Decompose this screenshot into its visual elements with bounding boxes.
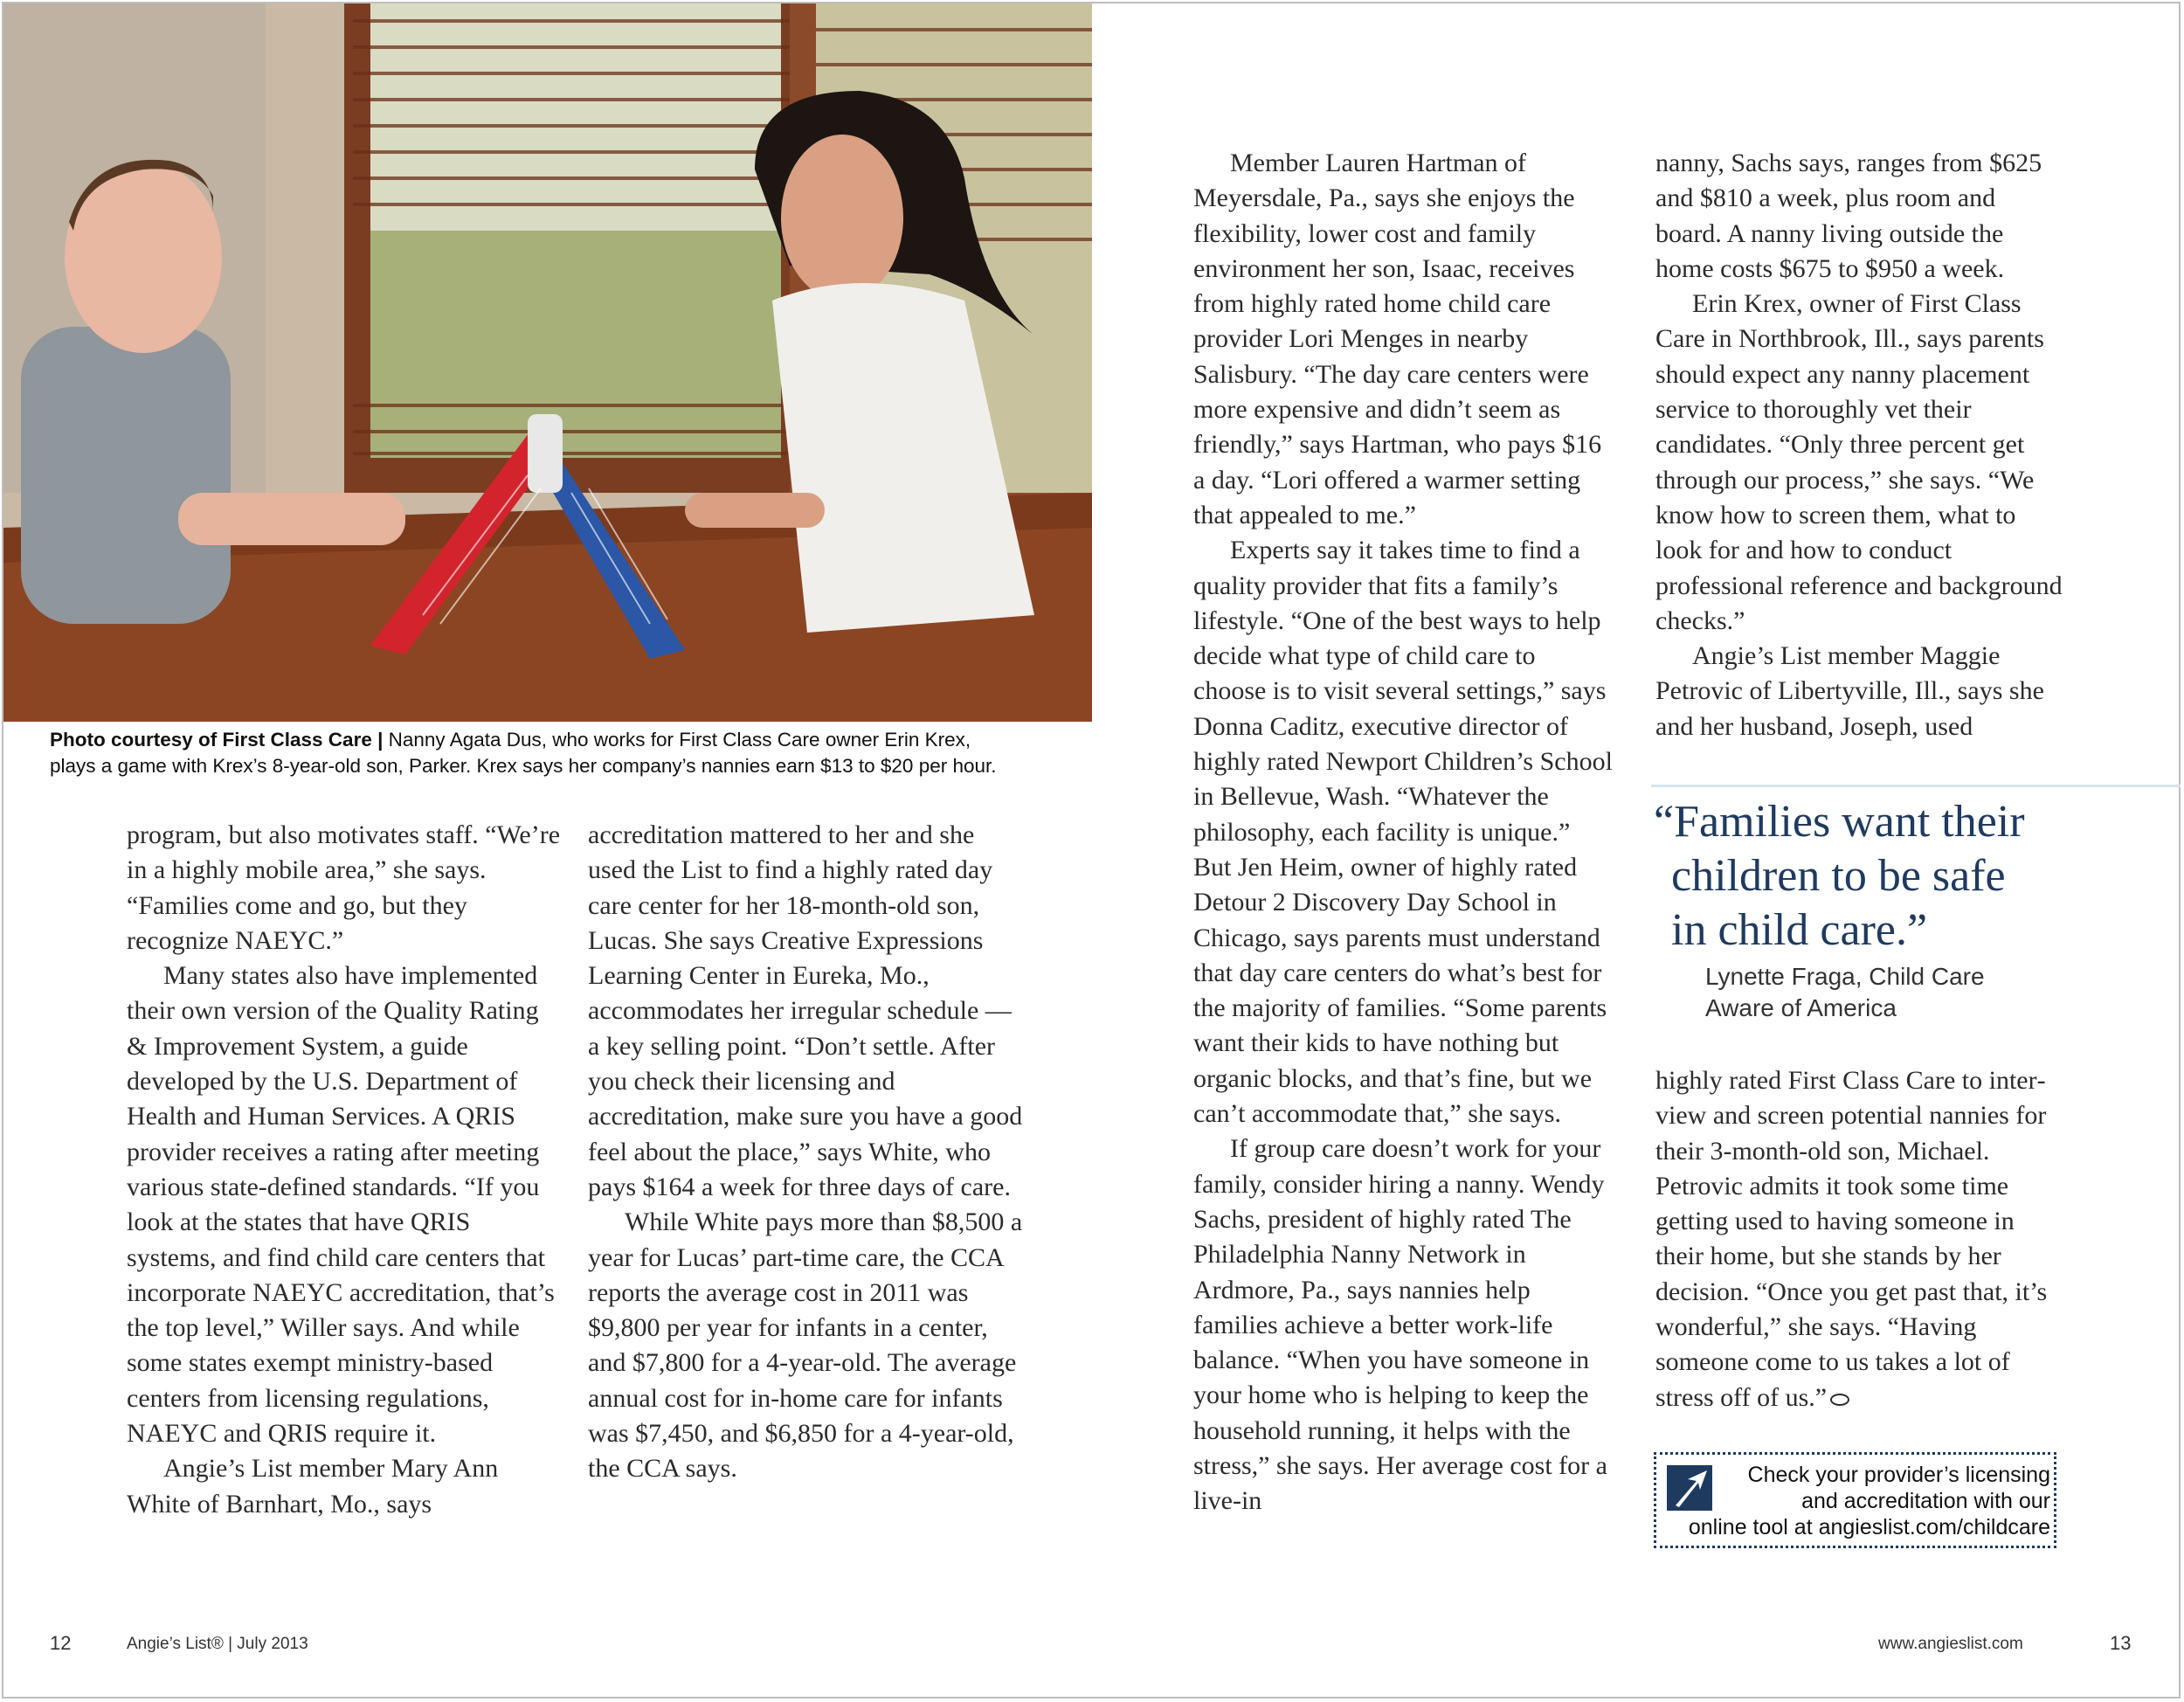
body-column-4-bottom [1655, 1063, 2066, 1415]
paragraph-text: highly rated First Class Care to interview and screen potential nannies for their 3-month-old son, Michael. Petrovic admits it took some time getting used to having someone in their home, but she stands by her decision. “Once you get past that, it’s wonderful,” she says. “Having someone come to us takes a lot of stress off of us.” [1655, 1066, 2048, 1412]
paragraph: Erin Krex, owner of First Class Care in Northbrook, Ill., says parents should expect any nanny placement service to thoroughly vet their candidates. “Only three percent get through our process,” she says. “We know how to screen them, what to look for and how to conduct professional reference and background checks.” [1655, 289, 2063, 635]
right-page-number: 13 [2110, 1632, 2132, 1654]
body-column-4-top [1655, 146, 2066, 744]
paragraph: Member Lauren Hartman of Meyersdale, Pa., says she enjoys the flexibility, lower cost and family environment her son, Isaac, receives from highly rated home child care provider Lori Menges in nearby Salisbury. “The day care centers were more expensive and didn’t seem as friendly,” says Hartman, who pays $16 a day. “Lori offered a warmer setting that appealed to me.” [1193, 149, 1602, 529]
pullquote [1654, 795, 2143, 958]
callout-line-1: Check your provider’s licensing [1747, 1463, 2050, 1487]
caption-line2: plays a game with Krex’s 8-year-old son, Parker. Krex says her company’s nannies earn $13 to $20 per hour. [50, 755, 997, 777]
pullquote-attribution [1705, 961, 2072, 1024]
paragraph: Many states also have implemented their own version of the Quality Rating & Improvement System, a guide developed by the U.S. Department of Health and Human Services. A QRIS provider receives a rating after meeting various state-defined standards. “If you look at the states that have QRIS systems, and find child care centers that incorporate NAEYC accreditation, that’s the top level,” Willer says. And while some states exempt ministry-based centers from licensing regulations, NAEYC and QRIS require it. [127, 961, 555, 1449]
pullquote-line-3: in child care.” [1671, 905, 1928, 955]
attribution-line-2: Aware of America [1705, 994, 1897, 1021]
attribution-line-1: Lynette Fraga, Child Care [1705, 963, 1985, 990]
paragraph: Angie’s List member Maggie Petrovic of Libertyville, Ill., says she and her husband, Joseph, used [1655, 641, 2044, 741]
callout-line-3[interactable]: online tool at angieslist.com/childcare [1688, 1515, 2050, 1539]
body-column-3 [1193, 146, 1613, 1519]
paragraph: Experts say it takes time to find a quality provider that fits a family’s lifestyle. “One of the best ways to help decide what type of child care to choose is to visit several settings,” says Donna Caditz, executive director of highly rated Newport Children’s School in Bellevue, Wash. “Whatever the philosophy, each facility is unique.” But Jen Heim, owner of highly rated Detour 2 Discovery Day School in Chicago, says parents must understand that day care centers do what’s best for the majority of families. “Some parents want their kids to have nothing but organic blocks, and that’s fine, but we can’t accommodate that,” she says. [1193, 536, 1613, 1129]
pullquote-line-1: “Families want their [1654, 797, 2025, 847]
paragraph: program, but also motivates staff. “We’re in a highly mobile area,” she says. “Families come and go, but they recognize NAEYC.” [127, 820, 561, 955]
paragraph: accreditation mattered to her and she used the List to find a highly rated day care center for her 18-month-old son, Lucas. She says Creative Expressions Learning Center in Eureka, Mo., accommodates her irregular schedule — a key selling point. “Don’t settle. After you check their licensing and accreditation, make sure you have a good feel about the place,” says White, who pays $164 a week for three days of care. [588, 820, 1023, 1201]
callout-text [1662, 1462, 2050, 1540]
caption-credit: Photo courtesy of First Class Care | [50, 729, 384, 751]
paragraph: nanny, Sachs says, ranges from $625 and $810 a week, plus room and board. A nanny living outside the home costs $675 to $950 a week. [1655, 149, 2042, 283]
paragraph [1655, 1063, 2066, 1415]
photo-caption [50, 727, 1098, 779]
paragraph: Angie’s List member Mary Ann White of Barnhart, Mo., says [127, 1454, 499, 1519]
pullquote-line-2: children to be safe [1671, 851, 2006, 901]
publication-info: Angie’s List® | July 2013 [127, 1635, 308, 1653]
left-page-number: 12 [50, 1632, 72, 1654]
callout-line-2: and accreditation with our [1801, 1489, 2050, 1513]
body-column-1 [127, 818, 563, 1522]
body-column-2 [588, 818, 1025, 1487]
photo [3, 3, 1092, 722]
paragraph: While White pays more than $8,500 a year for Lucas’ part-time care, the CCA reports the average cost in 2011 was $9,800 per year for infants in a center, and $7,800 for a 4-year-old. The average annual cost for in-home care for infants was $7,450, and $6,850 for a 4-year-old, the CCA says. [588, 1207, 1023, 1484]
paragraph: If group care doesn’t work for your family, consider hiring a nanny. Wendy Sachs, president of highly rated The Philadelphia Nanny Network in Ardmore, Pa., says nannies help families achieve a better work-life balance. “When you have someone in your home who is helping to keep the household running, it helps with the stress,” she says. Her average cost for a live-in [1193, 1134, 1607, 1516]
photo-illustration [3, 3, 1092, 722]
website-url[interactable]: www.angieslist.com [1878, 1635, 2023, 1653]
callout-box[interactable] [1654, 1452, 2056, 1548]
pullquote-rule [1651, 785, 2181, 787]
end-of-story-icon [1830, 1394, 1849, 1406]
caption-line1: Nanny Agata Dus, who works for First Class Care owner Erin Krex, [383, 729, 971, 751]
